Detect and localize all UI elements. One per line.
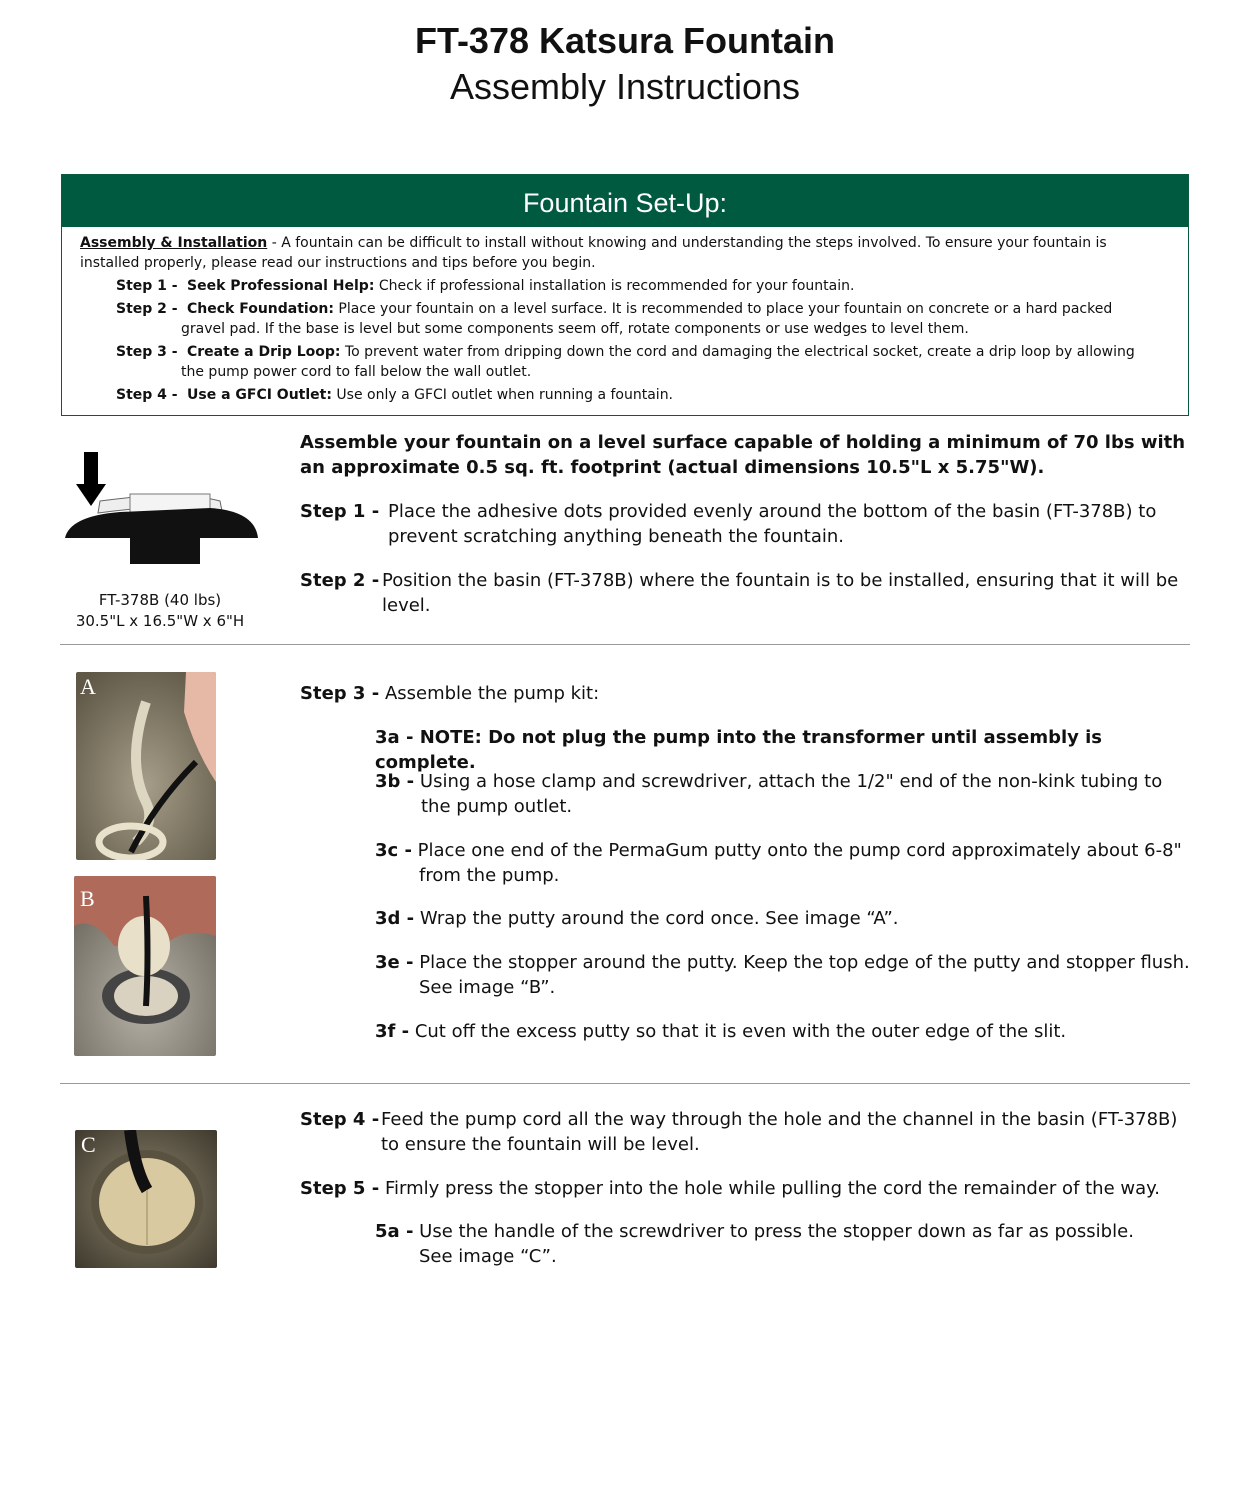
setup-step-3 [80, 342, 1170, 382]
substep-5a [375, 1219, 1190, 1269]
photo-b-image [74, 876, 216, 1056]
setup-step-continuation: the pump power cord to fall below the wall outlet. [181, 364, 532, 380]
lead-paragraph [300, 430, 1200, 480]
document-title: FT-378 Katsura Fountain [414, 20, 836, 61]
basin-caption-dimensions: 30.5"L x 16.5"W x 6"H [75, 612, 245, 630]
setup-step-name: Use a GFCI Outlet: [187, 387, 332, 403]
substep-text: Place the stopper around the putty. Keep the top edge of the putty and stopper flush. [419, 952, 1190, 973]
step-label: Step 4 - [300, 1109, 380, 1130]
photo-c [75, 1130, 217, 1268]
photo-a [76, 672, 216, 860]
substep-text: Wrap the putty around the cord once. See image “A”. [419, 908, 899, 929]
divider [60, 644, 1190, 645]
substep-3a [375, 725, 1190, 775]
substep-id: 3e - [375, 952, 414, 973]
basin-caption [60, 590, 260, 632]
substep-id: 3c - [375, 840, 412, 861]
step-5 [300, 1176, 1200, 1201]
lead-line: an approximate 0.5 sq. ft. footprint (actual dimensions 10.5"L x 5.75"W). [300, 457, 1045, 478]
substep-text: Cut off the excess putty so that it is even with the outer edge of the slit. [414, 1021, 1067, 1042]
setup-step-number: Step 2 - [116, 301, 178, 317]
setup-step-name: Seek Professional Help: [187, 278, 375, 294]
setup-step-number: Step 1 - [116, 278, 178, 294]
setup-intro [80, 233, 1170, 273]
setup-step-number: Step 3 - [116, 344, 178, 360]
step-text: Feed the pump cord all the way through the hole and the channel in the basin (FT-378B) [381, 1109, 1178, 1130]
down-arrow-icon [76, 452, 106, 506]
setup-step-4 [80, 385, 1170, 405]
substep-3c [375, 838, 1190, 888]
substep-id: 5a - [375, 1221, 414, 1242]
step-text: prevent scratching anything beneath the fountain. [388, 526, 845, 547]
basin-shape [65, 508, 258, 538]
substep-id: 3d - [375, 908, 415, 929]
substep-3d [375, 906, 1190, 931]
step-4 [300, 1107, 1200, 1157]
lead-line: Assemble your fountain on a level surface capable of holding a minimum of 70 lbs with [300, 432, 1186, 453]
step-label: Step 2 - [300, 570, 380, 591]
setup-step-name: Create a Drip Loop: [187, 344, 341, 360]
substep-3f [375, 1019, 1190, 1044]
substep-3b [375, 769, 1190, 819]
substep-text: the pump outlet. [421, 796, 573, 817]
substep-text: from the pump. [419, 865, 560, 886]
step-1 [300, 499, 1200, 549]
basin-caption-weight: FT-378B (40 lbs) [98, 591, 222, 609]
step-3 [300, 681, 1200, 706]
substep-text: Place one end of the PermaGum putty onto the pump cord approximately about 6-8" [417, 840, 1182, 861]
photo-c-label: C [81, 1132, 96, 1157]
substep-3e [375, 950, 1190, 1000]
setup-box [61, 174, 1189, 416]
setup-step-name: Check Foundation: [187, 301, 334, 317]
substep-id: 3f - [375, 1021, 410, 1042]
intro-label: Assembly & Installation [80, 235, 268, 251]
substep-text: Use the handle of the screwdriver to press the stopper down as far as possible. [419, 1221, 1134, 1242]
setup-step-1 [80, 276, 1170, 296]
photo-b [74, 876, 216, 1056]
setup-step-text: To prevent water from dripping down the cord and damaging the electrical socket, create a drip loop by allowing [340, 344, 1135, 360]
setup-step-2 [80, 299, 1170, 339]
step-text: Assemble the pump kit: [384, 683, 600, 704]
step-text: to ensure the fountain will be level. [381, 1134, 700, 1155]
divider [60, 1083, 1190, 1084]
intro-text: - A fountain can be difficult to install without knowing and understanding the steps involved. To ensure your fountain is installed properly, please read our instructions and tips before you begin. [80, 235, 1107, 271]
photo-a-label: A [80, 674, 96, 699]
setup-step-text: Check if professional installation is recommended for your fountain. [374, 278, 855, 294]
substep-id: 3b - [375, 771, 415, 792]
step-label: Step 1 - [300, 501, 380, 522]
setup-step-text: Place your fountain on a level surface. It is recommended to place your fountain on concrete or a hard packed [333, 301, 1113, 317]
step-label: Step 5 - [300, 1178, 380, 1199]
setup-heading: Fountain Set-Up: [62, 175, 1188, 227]
substep-text: See image “C”. [419, 1246, 557, 1267]
basin-base [130, 534, 200, 564]
basin-diagram [60, 446, 260, 571]
step-label: Step 3 - [300, 683, 380, 704]
step-text: level. [382, 595, 431, 616]
photo-c-image [75, 1130, 217, 1268]
document-subtitle: Assembly Instructions [449, 66, 801, 107]
substep-text: Using a hose clamp and screwdriver, attach the 1/2" end of the non-kink tubing to [419, 771, 1163, 792]
substep-text: NOTE: Do not plug the pump into the transformer until assembly is complete. [375, 727, 1103, 773]
step-text: Firmly press the stopper into the hole while pulling the cord the remainder of the way. [384, 1178, 1160, 1199]
step-text: Place the adhesive dots provided evenly around the bottom of the basin (FT-378B) to [388, 501, 1157, 522]
substep-text: See image “B”. [419, 977, 556, 998]
setup-step-continuation: gravel pad. If the base is level but some components seem off, rotate components or use wedges to level them. [181, 321, 969, 337]
photo-b-label: B [80, 886, 95, 911]
step-text: Position the basin (FT-378B) where the fountain is to be installed, ensuring that it will be [382, 570, 1179, 591]
setup-step-text: Use only a GFCI outlet when running a fountain. [331, 387, 674, 403]
step-2 [300, 568, 1200, 618]
photo-a-image [76, 672, 216, 860]
setup-step-number: Step 4 - [116, 387, 178, 403]
substep-id: 3a - [375, 727, 414, 748]
